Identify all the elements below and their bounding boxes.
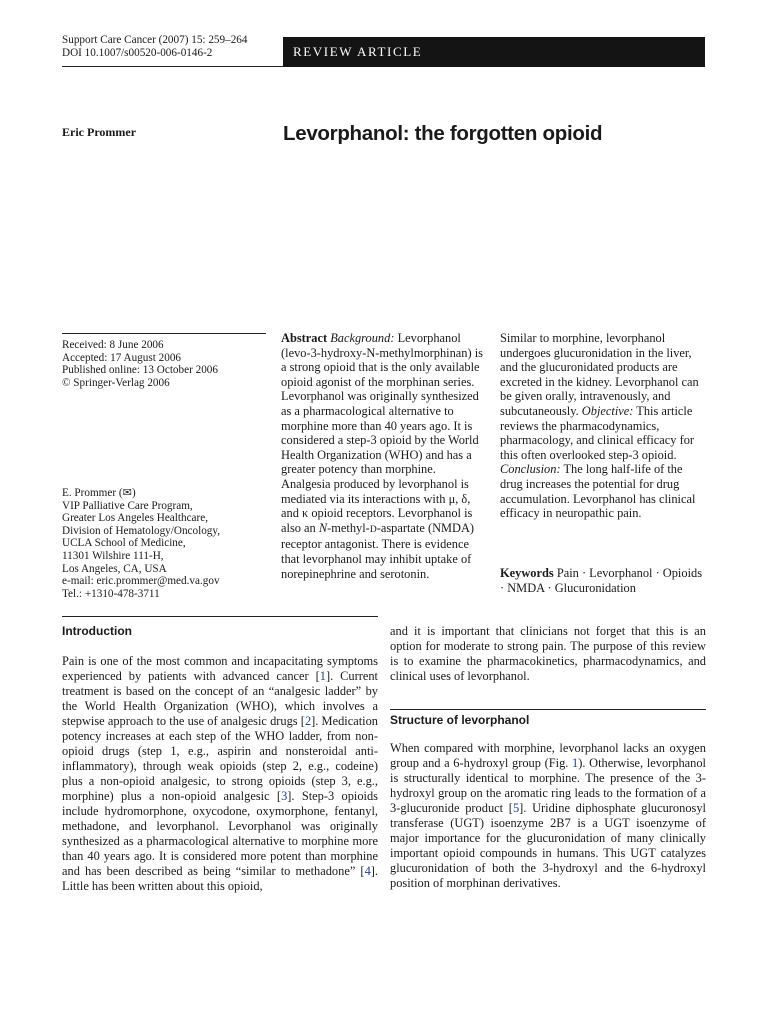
affiliation-line: 11301 Wilshire 111-H, [62, 549, 164, 562]
abstract-column-2 [500, 331, 706, 521]
conclusion-label: Conclusion: [500, 462, 561, 477]
structure-rule [390, 709, 706, 710]
body-text: ]. Uridine diphosphate glucuronosyl transferase (UGT) isoenzyme 2B7 is a UGT isoenzyme of major importance for the glucuronidation of many clinically important opioid compounds in humans. This UGT catalyzes glucuronidation of both the 3-hydroxyl and the 6-hydroxyl position of morphinan derivatives. [390, 801, 706, 890]
published-date: Published online: 13 October 2006 [62, 364, 218, 377]
journal-citation [62, 34, 248, 60]
abstract-text-italic: N [318, 520, 328, 535]
affiliation-line: Greater Los Angeles Healthcare, [62, 512, 208, 525]
header-rule [62, 66, 283, 67]
journal-line: Support Care Cancer (2007) 15: 259–264 [62, 34, 248, 46]
body-text: ]. Little has been written about this opioid, [62, 864, 378, 893]
citation-link[interactable]: 2 [304, 714, 312, 728]
author-name: Eric Prommer [62, 125, 137, 139]
body-text: When compared with morphine, levorphanol lacks an oxygen group and a 6-hydroxyl group (Fig. [390, 741, 706, 770]
affiliation-line: Los Angeles, CA, USA [62, 562, 167, 575]
affiliation-line: VIP Palliative Care Program, [62, 499, 193, 512]
body-text: Pain is one of the most common and incapacitating symptoms experienced by patients with advanced cancer [ [62, 654, 378, 683]
abstract-label: Abstract [281, 331, 328, 345]
background-label: Background: [330, 331, 395, 345]
author-email: e-mail: eric.prommer@med.va.gov [62, 575, 220, 588]
meta-rule [62, 333, 266, 334]
objective-label: Objective: [581, 403, 634, 418]
publication-dates [62, 339, 272, 389]
keywords [500, 566, 706, 595]
citation-link[interactable]: 1 [319, 669, 326, 683]
body-text: ]. Current treatment is based on the concept of an “analgesic ladder” by the World Health Organization (WHO), which involves a stepwise approach to the use of analgesic drugs [ [62, 669, 378, 728]
correspondence-name: E. Prommer (✉) [62, 487, 136, 499]
keywords-text: Pain · Levorphanol · Opioids · NMDA · Glucuronidation [500, 566, 703, 595]
intro-rule [62, 616, 378, 617]
abstract-text: This article reviews the pharmacodynamics, pharmacology, and clinical efficacy for this often overlooked step-3 opioid. [500, 403, 695, 462]
citation-link[interactable]: 5 [512, 801, 520, 815]
accepted-date: Accepted: 17 August 2006 [62, 351, 182, 364]
copyright: © Springer-Verlag 2006 [62, 376, 170, 389]
author-phone: Tel.: +1310-478-3711 [62, 587, 160, 600]
received-date: Received: 8 June 2006 [62, 339, 164, 351]
abstract-text: Levorphanol (levo-3-hydroxy-N-methylmorphinan) is a strong opioid that is the only available opioid agonist of the morphinan series. Levorphanol was originally synthesized as a pharmacological alternative to morphine more than 40 years ago. It is considered a step-3 opioid by the World Health Organization (WHO) and has a greater potency than morphine. Analgesia produced by levorphanol is mediated via its interactions with μ, δ, and κ opioid receptors. Levorphanol is also an [281, 331, 483, 535]
body-text: ]. Medication potency increases at each step of the WHO ladder, from non-opioid drugs (step 1, e.g., aspirin and nonsteroidal anti-inflammatory), through weak opioids (step 2, e.g., codeine) plus a non-opioid analgesic, to strong opioids (step 3, e.g., morphine) plus a non-opioid analgesic [ [62, 714, 378, 803]
doi-line: DOI 10.1007/s00520-006-0146-2 [62, 47, 213, 59]
abstract-text: The long half-life of the drug increases the potential for drug accumulation. Levorphanol has clinical efficacy in neuropathic pain. [500, 462, 696, 521]
abstract-text: -methyl- [327, 520, 370, 535]
abstract-text: Similar to morphine, levorphanol undergoes glucuronidation in the liver, and the glucuronidated products are excreted in the kidney. Levorphanol can be given orally, intravenously, and subcutaneously. [500, 331, 699, 418]
abstract-text-smallcap: D [369, 524, 377, 535]
keywords-label: Keywords [500, 566, 554, 580]
article-title: Levorphanol: the forgotten opioid [283, 122, 603, 145]
intro-paragraph [62, 654, 378, 894]
article-type-label: REVIEW ARTICLE [293, 44, 423, 59]
body-text: ). Otherwise, levorphanol is structurally identical to morphine. The presence of the 3-hydroxyl group on the aromatic ring leads to the formation of a 3-glucuronide product [ [390, 756, 706, 815]
body-text: ]. Step-3 opioids include hydromorphone, oxycodone, oxymorphone, fentanyl, methadone, and levorphanol. Levorphanol was originally synthesized as a pharmacological alternative to morphine more than 40 years ago. It is considered more potent than morphine and has been described as being “similar to methadone” [ [62, 789, 379, 878]
intro-continuation: and it is important that clinicians not forget that this is an option for moderate to strong pain. The purpose of this review is to examine the pharmacokinetics, pharmacodynamics, and clinical uses of levorphanol. [390, 624, 706, 683]
structure-paragraph [390, 741, 706, 891]
affiliation-line: UCLA School of Medicine, [62, 537, 186, 550]
citation-link[interactable]: 4 [364, 864, 371, 878]
affiliation-line: Division of Hematology/Oncology, [62, 524, 221, 537]
citation-link[interactable]: 3 [281, 789, 288, 803]
intro-heading: Introduction [62, 624, 132, 638]
abstract-text: -aspartate (NMDA) receptor antagonist. There is evidence that levorphanol may inhibit uptake of norepinephrine and serotonin. [281, 520, 475, 581]
article-type-banner [283, 37, 705, 67]
structure-heading: Structure of levorphanol [390, 713, 530, 727]
abstract-column-1 [281, 331, 487, 581]
figure-link[interactable]: 1 [572, 756, 579, 770]
author-affiliation [62, 487, 277, 600]
